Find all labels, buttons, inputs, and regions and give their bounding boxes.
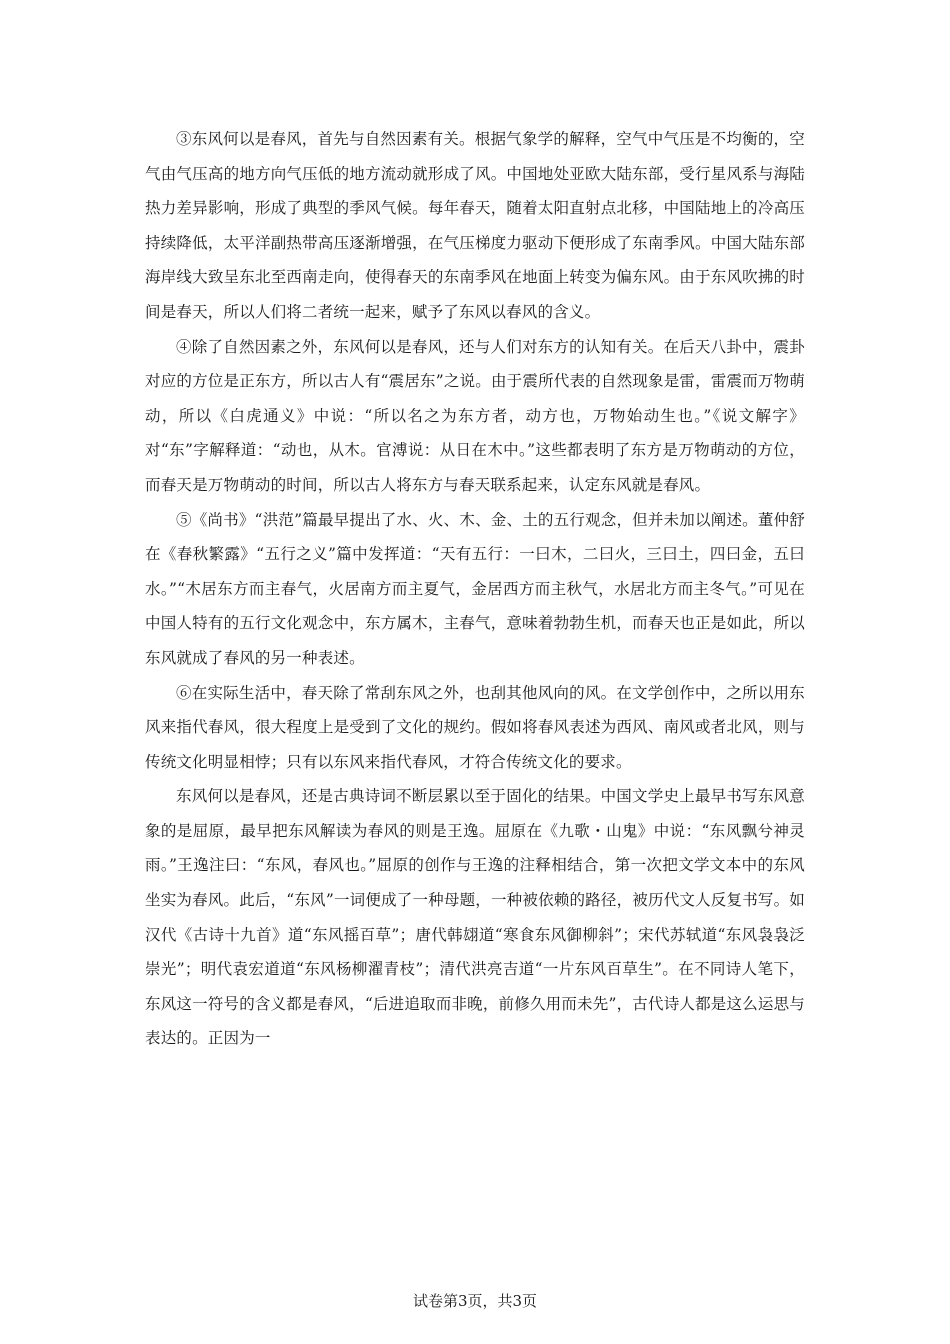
- paragraph-6: ⑥在实际生活中，春天除了常刮东风之外，也刮其他风向的风。在文学创作中，之所以用东风来指代春风，很大程度上是受到了文化的规约。假如将春风表述为西风、南风或者北风，则与传统文化明显相悖；只有以东风来指代春风，才符合传统文化的要求。: [145, 683, 805, 771]
- paragraph-4: ④除了自然因素之外，东风何以是春风，还与人们对东方的认知有关。在后天八卦中，震卦对应的方位是正东方，所以古人有“震居东”之说。由于震所代表的自然现象是雷，雷震而万物萌动，所以《白虎通义》中说：“所以名之为东方者，动方也，万物始动生也。”《说文解字》对“东”字解释道：“动也，从木。官溥说：从日在木中。”这些都表明了东方是万物萌动的方位，而春天是万物萌动的时间，所以古人将东方与春天联系起来，认定东风就是春风。: [145, 337, 805, 494]
- paragraph-3: ③东风何以是春风，首先与自然因素有关。根据气象学的解释，空气中气压是不均衡的，空气由气压高的地方向气压低的地方流动就形成了风。中国地处亚欧大陆东部，受行星风系与海陆热力差异影响，形成了典型的季风气候。每年春天，随着太阳直射点北移，中国陆地上的冷高压持续降低，太平洋副热带高压逐渐增强，在气压梯度力驱动下便形成了东南季风。中国大陆东部海岸线大致呈东北至西南走向，使得春天的东南季风在地面上转变为偏东风。由于东风吹拂的时间是春天，所以人们将二者统一起来，赋予了东风以春风的含义。: [145, 130, 805, 321]
- paragraph-7: 东风何以是春风，还是古典诗词不断层累以至于固化的结果。中国文学史上最早书写东风意象的是屈原，最早把东风解读为春风的则是王逸。屈原在《九歌・山鬼》中说：“东风飘兮神灵雨。”王逸注曰：“东风，春风也。”屈原的创作与王逸的注释相结合，第一次把文学文本中的东风坐实为春风。此后，“东风”一词便成了一种母题，一种被依赖的路径，被历代文人反复书写。如汉代《古诗十九首》道“东风摇百草”；唐代韩翃道“寒食东风御柳斜”；宋代苏轼道“东风袅袅泛崇光”；明代袁宏道道“东风杨柳濯青枝”；清代洪亮吉道“一片东风百草生”。在不同诗人笔下，东风这一符号的含义都是春风，“后进追取而非晚，前修久用而未先”，古代诗人都是这么运思与表达的。正因为一: [145, 787, 805, 1048]
- article-body: [145, 122, 805, 1056]
- page-footer: 试卷第3页，共3页: [412, 1292, 538, 1310]
- paragraph-5: ⑤《尚书》“洪范”篇最早提出了水、火、木、金、土的五行观念，但并未加以阐述。董仲舒在《春秋繁露》“五行之义”篇中发挥道：“天有五行：一曰木，二曰火，三曰土，四曰金，五曰水。”“木居东方而主春气，火居南方而主夏气，金居西方而主秋气，水居北方而主冬气。”可见在中国人特有的五行文化观念中，东方属木，主春气，意味着勃勃生机，而春天也正是如此，所以东风就成了春风的另一种表述。: [145, 510, 805, 667]
